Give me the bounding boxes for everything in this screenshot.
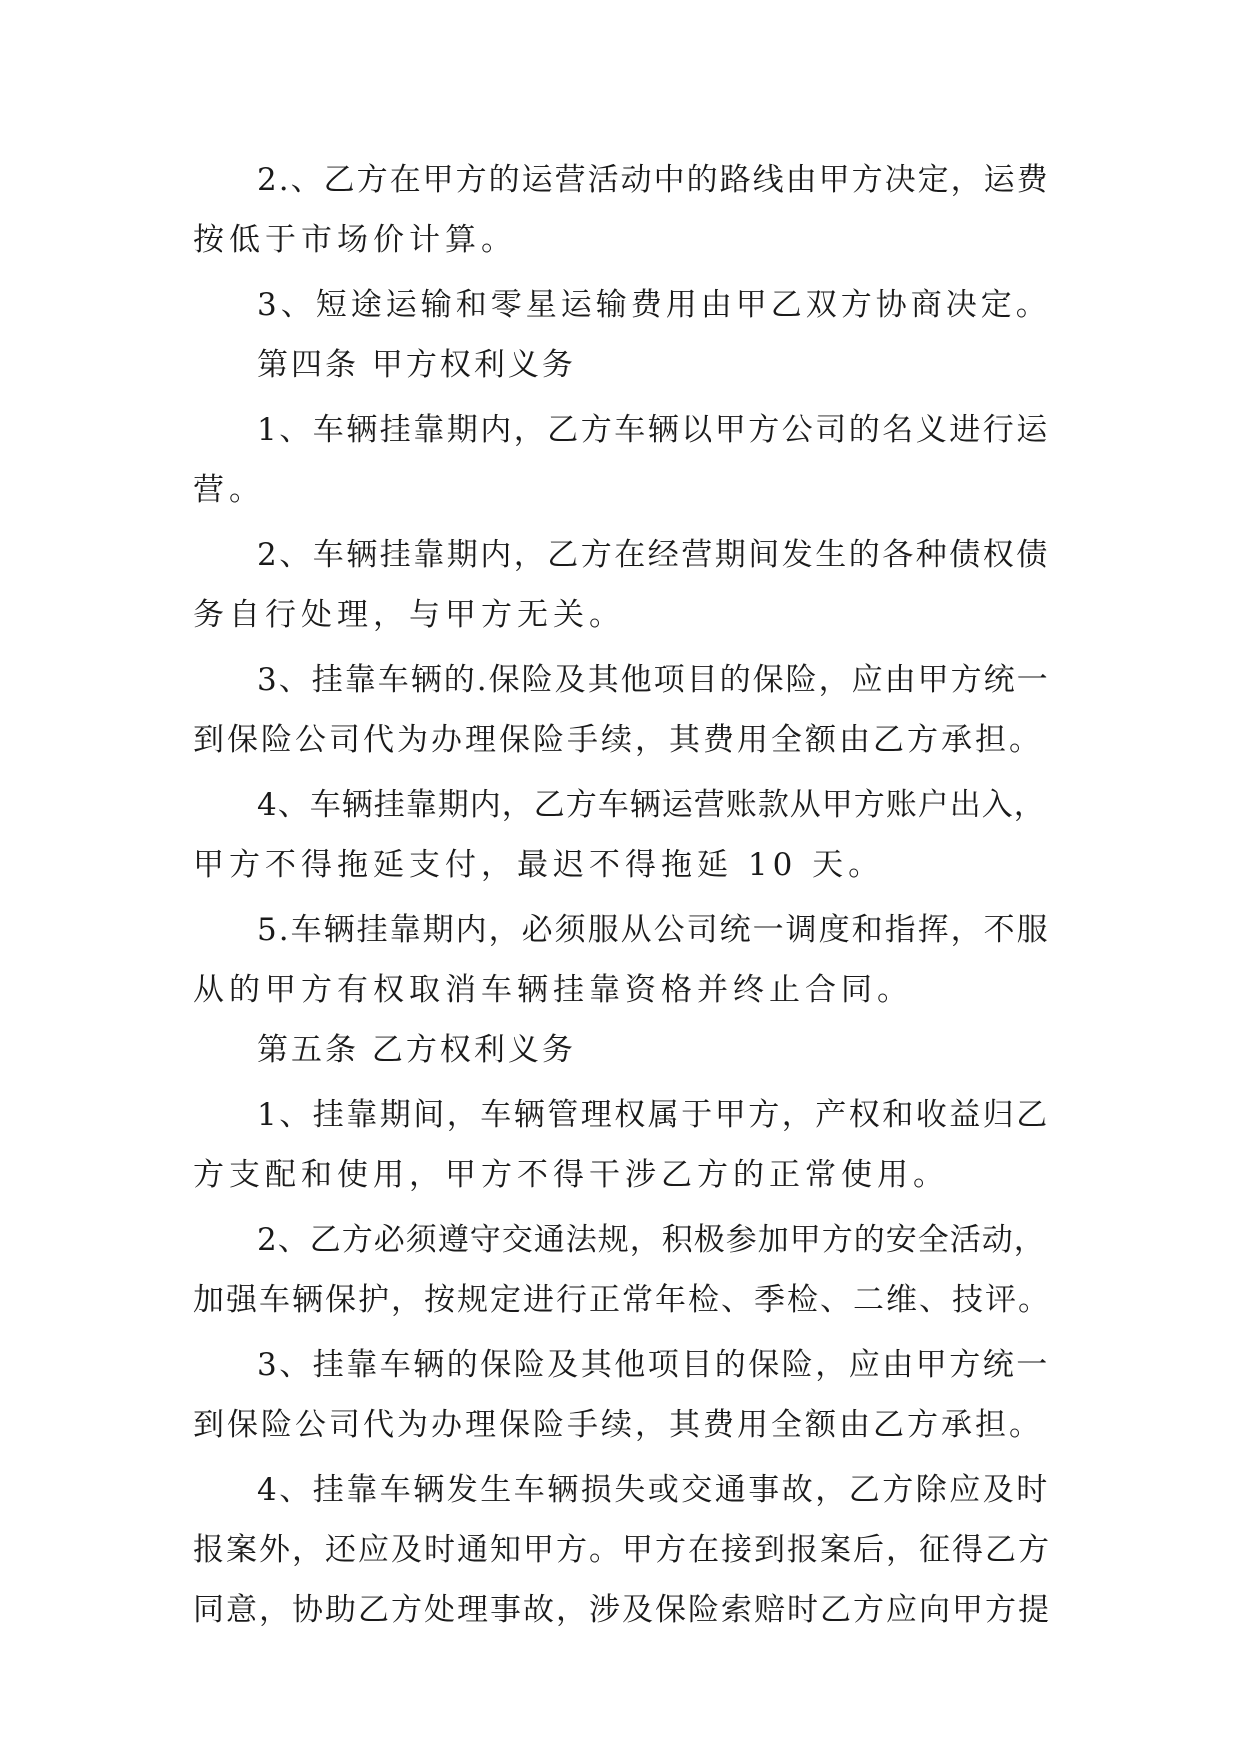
text-line: 3、挂靠车辆的.保险及其他项目的保险，应由甲方统一 <box>257 662 1050 698</box>
text-line: 同意，协助乙方处理事故，涉及保险索赔时乙方应向甲方提 <box>193 1592 1051 1628</box>
text-line: 按低于市场价计算。 <box>193 222 517 258</box>
text-line: 3、挂靠车辆的保险及其他项目的保险，应由甲方统一 <box>257 1347 1050 1383</box>
text-line: 加强车辆保护，按规定进行正常年检、季检、二维、技评。 <box>193 1282 1051 1318</box>
text-line: 5.车辆挂靠期内，必须服从公司统一调度和指挥，不服 <box>257 912 1050 948</box>
text-line: 2、乙方必须遵守交通法规，积极参加甲方的安全活动， <box>257 1222 1046 1258</box>
text-line: 到保险公司代为办理保险手续，其费用全额由乙方承担。 <box>193 722 1043 758</box>
text-line: 4、车辆挂靠期内，乙方车辆运营账款从甲方账户出入， <box>257 787 1046 823</box>
text-line: 务自行处理，与甲方无关。 <box>193 597 625 633</box>
text-line: 到保险公司代为办理保险手续，其费用全额由乙方承担。 <box>193 1407 1043 1443</box>
text-line: 从的甲方有权取消车辆挂靠资格并终止合同。 <box>193 972 913 1008</box>
text-line: 方支配和使用，甲方不得干涉乙方的正常使用。 <box>193 1157 949 1193</box>
text-line: 报案外，还应及时通知甲方。甲方在接到报案后，征得乙方 <box>193 1532 1051 1568</box>
document-body <box>193 150 1053 1640</box>
text-line: 3、短途运输和零星运输费用由甲乙双方协商决定。 <box>257 287 1051 323</box>
section-heading: 第四条 甲方权利义务 <box>257 347 576 383</box>
text-line: 营。 <box>193 472 265 508</box>
text-line: 甲方不得拖延支付，最迟不得拖延 10 天。 <box>193 847 885 883</box>
text-line: 2.、乙方在甲方的运营活动中的路线由甲方决定，运费 <box>257 162 1050 198</box>
section-heading: 第五条 乙方权利义务 <box>257 1032 576 1068</box>
text-line: 1、挂靠期间，车辆管理权属于甲方，产权和收益归乙 <box>257 1097 1050 1133</box>
text-line: 1、车辆挂靠期内，乙方车辆以甲方公司的名义进行运 <box>257 412 1050 448</box>
text-line: 2、车辆挂靠期内，乙方在经营期间发生的各种债权债 <box>257 537 1050 573</box>
text-line: 4、挂靠车辆发生车辆损失或交通事故，乙方除应及时 <box>257 1472 1050 1508</box>
